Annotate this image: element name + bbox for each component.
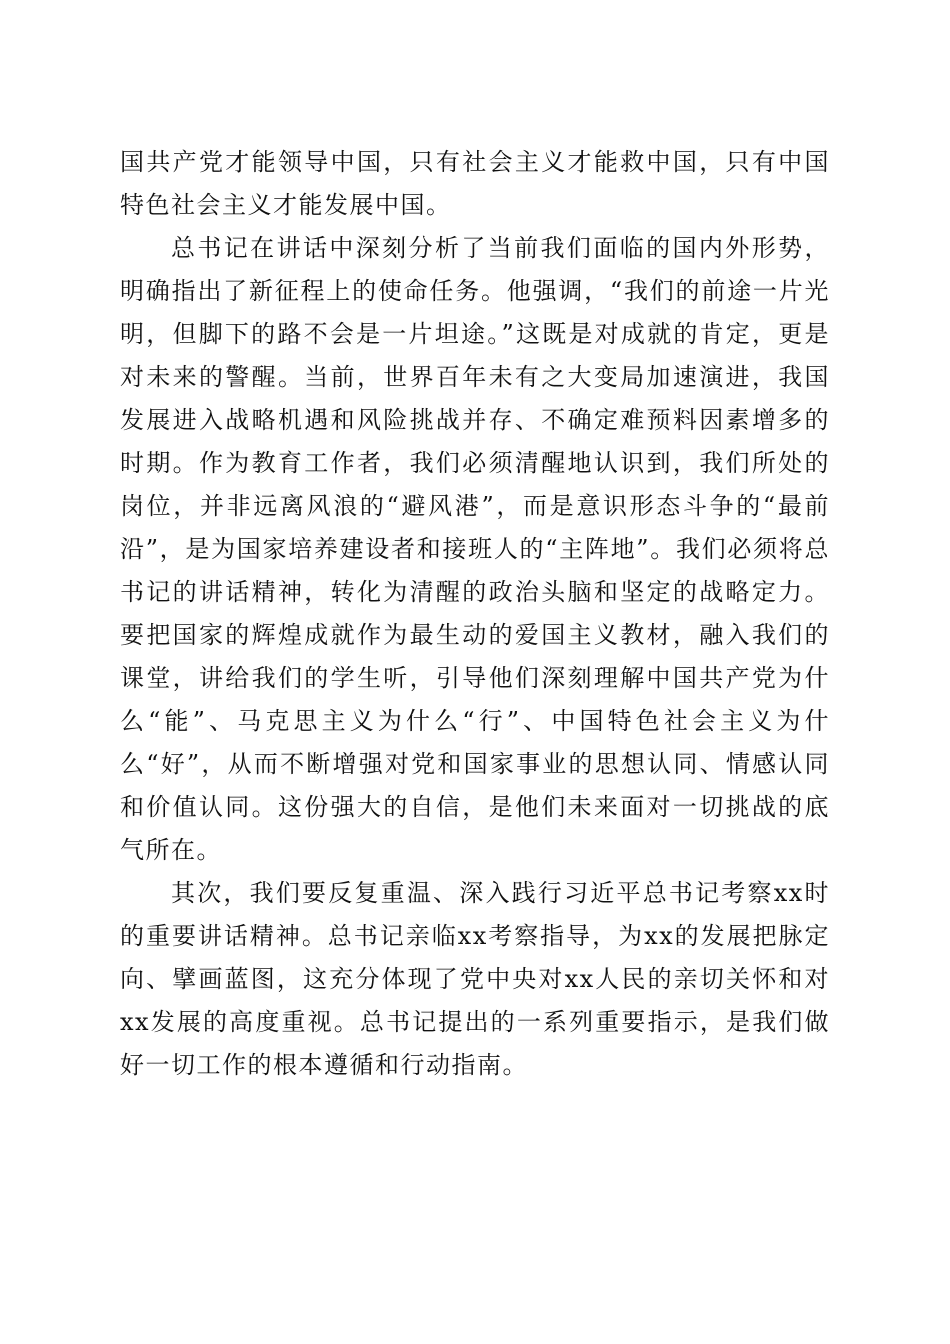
document-body [120,141,830,1087]
paragraph-continuation: 国共产党才能领导中国，只有社会主义才能救中国，只有中国特色社会主义才能发展中国。 [120,148,830,219]
paragraph-inspection-spirit: 其次，我们要反复重温、深入践行习近平总书记考察xx时的重要讲话精神。总书记亲临xx考察指导，为xx的发展把脉定向、擘画蓝图，这充分体现了党中央对xx人民的亲切关怀和对xx发展的高度重视。总书记提出的一系列重要指示，是我们做好一切工作的根本遵循和行动指南。 [120,879,830,1079]
paragraph-speech-analysis: 总书记在讲话中深刻分析了当前我们面临的国内外形势，明确指出了新征程上的使命任务。他强调，“我们的前途一片光明，但脚下的路不会是一片坦途。”这既是对成就的肯定，更是对未来的警醒。当前，世界百年未有之大变局加速演进，我国发展进入战略机遇和风险挑战并存、不确定难预料因素增多的时期。作为教育工作者，我们必须清醒地认识到，我们所处的岗位，并非远离风浪的“避风港”，而是意识形态斗争的“最前沿”，是为国家培养建设者和接班人的“主阵地”。我们必须将总书记的讲话精神，转化为清醒的政治头脑和坚定的战略定力。要把国家的辉煌成就作为最生动的爱国主义教材，融入我们的课堂，讲给我们的学生听，引导他们深刻理解中国共产党为什么“能”、马克思主义为什么“行”、中国特色社会主义为什么“好”，从而不断增强对党和国家事业的思想认同、情感认同和价值认同。这份强大的自信，是他们未来面对一切挑战的底气所在。 [120,234,830,864]
